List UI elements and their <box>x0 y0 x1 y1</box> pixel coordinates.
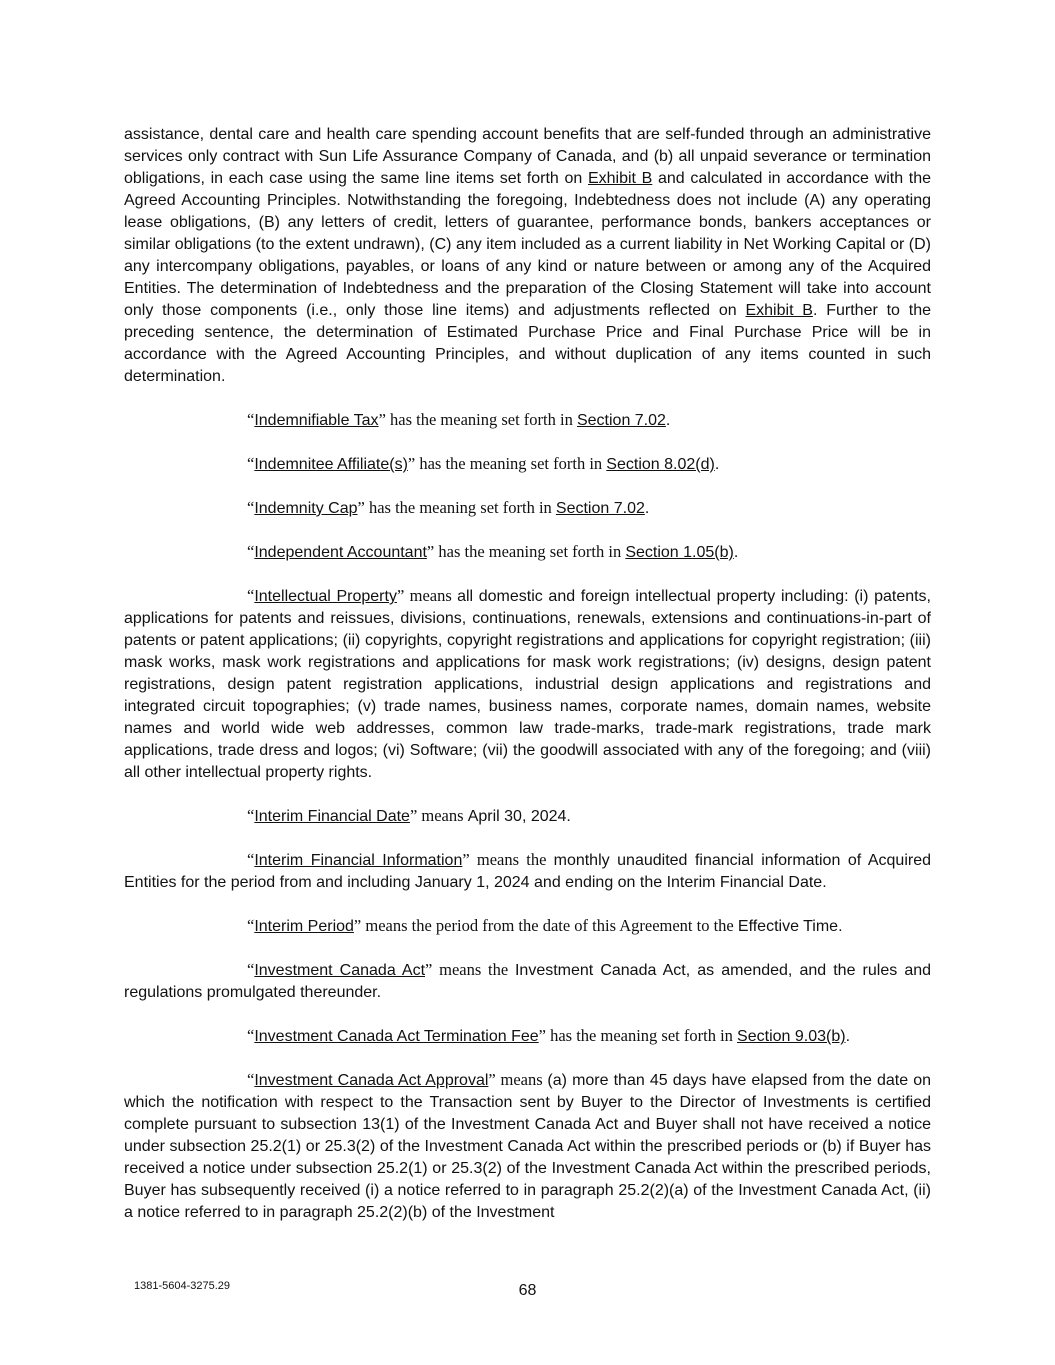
definition-interim-financial-information: “Interim Financial Information” means the monthly unaudited financial information of Acquired Entities for the period from and including January 1, 2024 and ending on the Interim Financial Date. <box>124 850 932 891</box>
document-body <box>124 124 931 1245</box>
intro-text-1: assistance, dental care and health care spending account benefits that are self-funded through an administrative services only contract with Sun Life Assurance Company of Canada, and (b) all unpaid severance or termination obligations, in each case using the same line items set forth on <box>124 126 931 187</box>
intro-text-2: and calculated in accordance with the Agreed Accounting Principles. Notwithstanding the foregoing, Indebtedness does not include (A) any operating lease obligations, (B) any letters of credit, letters of guarantee, performance bonds, bankers acceptances or similar obligations (to the extent undrawn), (C) any item included as a current liability in Net Working Capital or (D) any intercompany obligations, payables, or loans of any kind or nature between or among any of the Acquired Entities. The determination of Indebtedness and the preparation of the Closing Statement will take into account only those components (i.e., only those line items) and adjustments reflected on <box>124 170 932 319</box>
defined-term: Indemnitee Affiliate(s) <box>254 456 408 473</box>
defined-term: Independent Accountant <box>254 544 427 561</box>
defined-term: Indemnifiable Tax <box>254 412 379 429</box>
definition-investment-canada-act: “Investment Canada Act” means the Investment Canada Act, as amended, and the rules and regulations promulgated thereunder. <box>124 960 932 1001</box>
definition-ica-termination-fee: “Investment Canada Act Termination Fee” has the meaning set forth in Section 9.03(b). <box>247 1026 851 1045</box>
definition-independent-accountant: “Independent Accountant” has the meaning set forth in Section 1.05(b). <box>247 542 739 561</box>
defined-term: Indemnity Cap <box>254 500 358 517</box>
defined-term: Interim Financial Date <box>254 808 410 825</box>
defined-term: Interim Period <box>254 918 354 935</box>
definition-indemnity-cap: “Indemnity Cap” has the meaning set forth in Section 7.02. <box>247 498 650 517</box>
definition-interim-financial-date: “Interim Financial Date” means April 30, 2024. <box>247 806 571 825</box>
section-reference: Section 1.05(b) <box>625 544 734 561</box>
exhibit-b-reference: Exhibit B <box>745 302 813 319</box>
definition-ica-approval: “Investment Canada Act Approval” means (a) more than 45 days have elapsed from the date on which the notification with respect to the Transaction sent by Buyer to the Director of Investments is certified complete pursuant to subsection 13(1) of the Investment Canada Act and Buyer shall not have received a notice under subsection 25.2(1) or 25.3(2) of the Investment Canada Act within the prescribed periods or (b) if Buyer has received a notice under subsection 25.2(1) or 25.3(2) of the Investment Canada Act within the prescribed periods, Buyer has subsequently received (i) a notice referred to in paragraph 25.2(2)(a) of the Investment Canada Act, (ii) a notice referred to in paragraph 25.2(2)(b) of the Investment <box>124 1070 931 1221</box>
section-reference: Section 9.03(b) <box>737 1028 846 1045</box>
intro-text-3: . Further to the preceding sentence, the determination of Estimated Purchase Price and Final Purchase Price will be in accordance with the Agreed Accounting Principles, and without duplication of any items counted in such determination. <box>124 302 931 385</box>
section-reference: Section 7.02 <box>576 412 666 429</box>
indebtedness-paragraph <box>124 124 931 388</box>
definition-indemnitee-affiliates: “Indemnitee Affiliate(s)” has the meaning set forth in Section 8.02(d). <box>247 454 720 473</box>
defined-term: Investment Canada Act Approval <box>254 1072 489 1089</box>
definition-intellectual-property: “Intellectual Property” means all domestic and foreign intellectual property including: (i) patents, applications for patents and reissues, divisions, continuations, renewals, extensions and continuations-in-part of patents or patent applications; (ii) copyrights, copyright registrations and applications for copyright registration; (iii) mask works, mask work registrations and applications for mask work registrations; (iv) designs, design patent registrations, design patent registration applications, industrial design applications and registrations and integrated circuit topographies; (v) trade names, business names, corporate names, domain names, website names and world wide web addresses, common law trade-marks, trade-mark registrations, trade mark applications, trade dress and logos; (vi) Software; (vii) the goodwill associated with any of the foregoing; and (viii) all other intellectual property rights. <box>124 586 932 781</box>
exhibit-b-reference: Exhibit B <box>587 170 653 187</box>
defined-term: Intellectual Property <box>254 588 397 605</box>
definition-interim-period: “Interim Period” means the period from the date of this Agreement to the Effective Time. <box>247 916 843 935</box>
defined-term: Investment Canada Act Termination Fee <box>254 1028 539 1045</box>
definition-indemnifiable-tax: “Indemnifiable Tax” has the meaning set forth in Section 7.02. <box>247 410 671 429</box>
section-reference: Section 8.02(d) <box>606 456 715 473</box>
document-id: 1381-5604-3275.29 <box>134 1280 231 1292</box>
section-reference: Section 7.02 <box>555 500 645 517</box>
defined-term: Investment Canada Act <box>254 962 426 979</box>
page-number: 68 <box>518 1282 537 1299</box>
defined-term: Interim Financial Information <box>254 852 463 869</box>
